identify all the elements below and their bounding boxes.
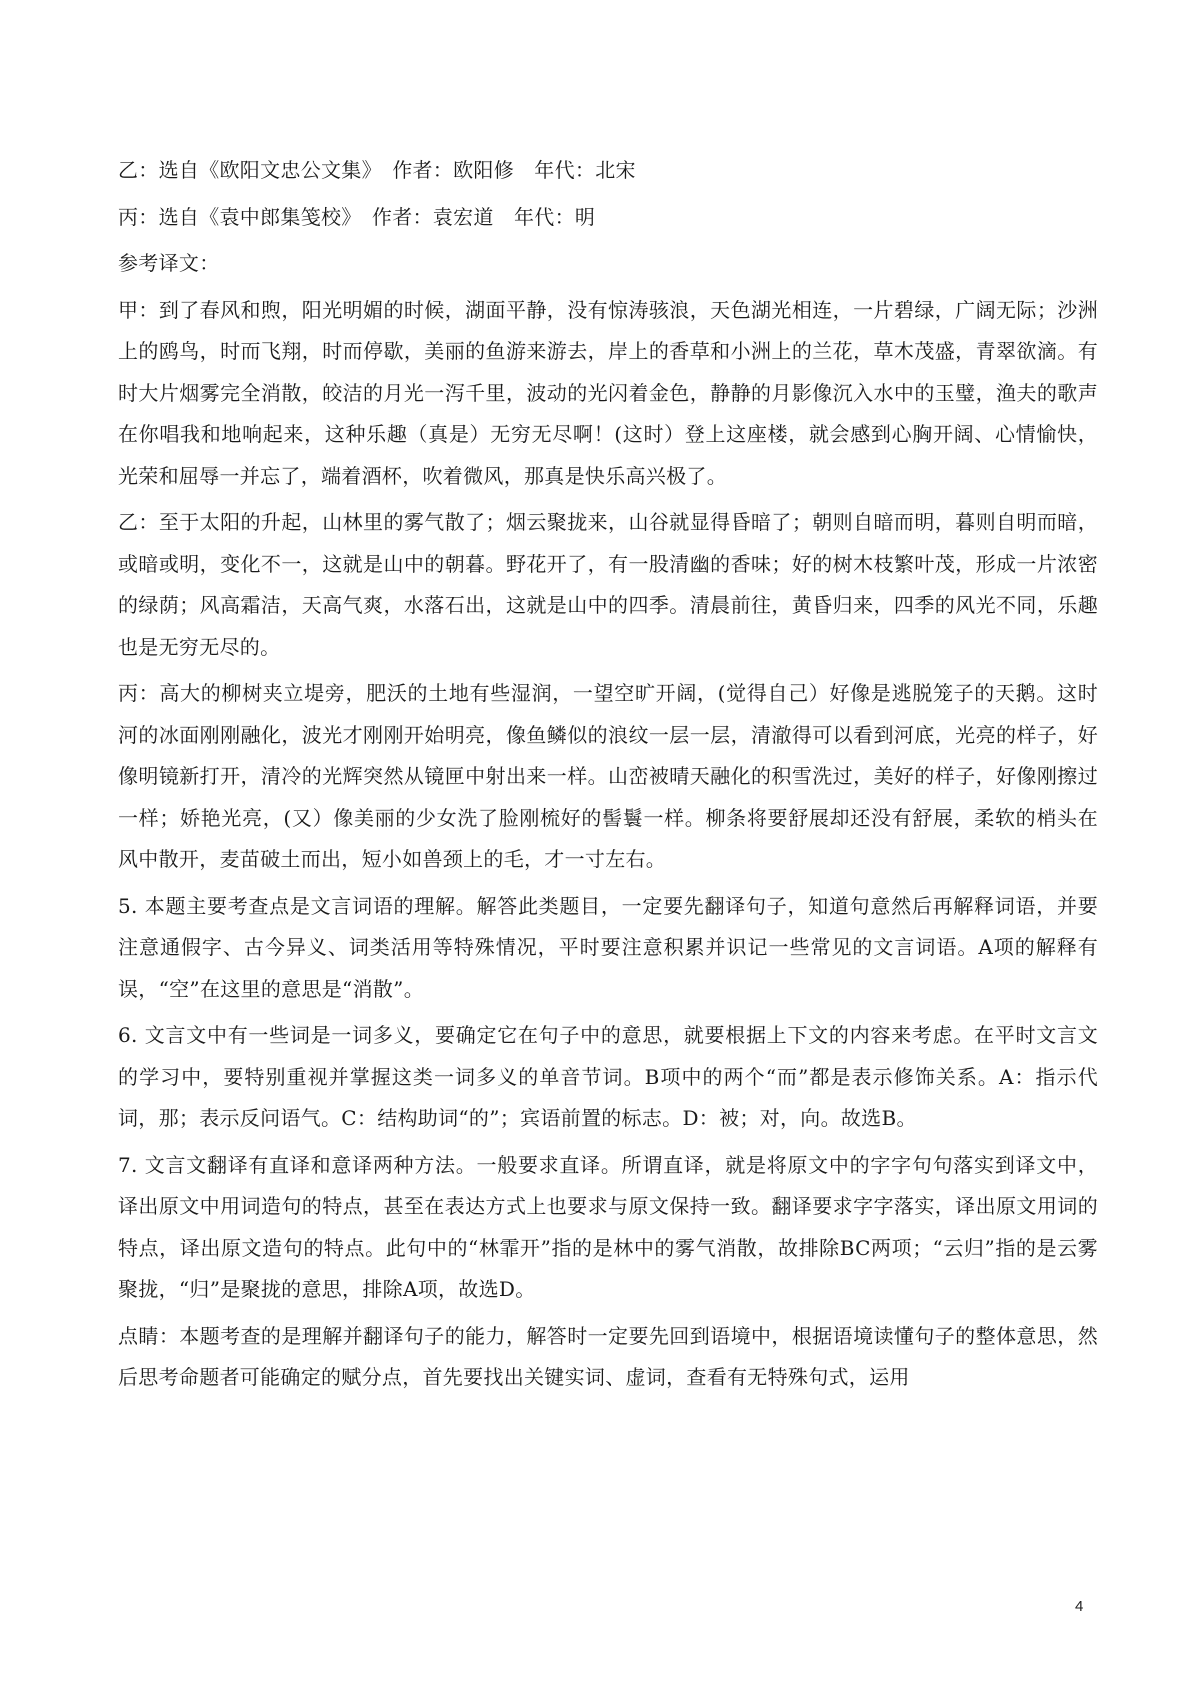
translation-yi: 乙：至于太阳的升起，山林里的雾气散了；烟云聚拢来，山谷就显得昏暗了；朝则自暗而明，暮则自明而暗，或暗或明，变化不一，这就是山中的朝暮。野花开了，有一股清幽的香味；好的树木枝繁叶茂，形成一片浓密的绿荫；风高霜洁，天高气爽，水落石出，这就是山中的四季。清晨前往，黄昏归来，四季的风光不同，乐趣也是无穷无尽的。 [118,510,1098,659]
answer-5: 5. 本题主要考查点是文言词语的理解。解答此类题目，一定要先翻译句子，知道句意然后再解释词语，并要注意通假字、古今异义、词类活用等特殊情况，平时要注意积累并识记一些常见的文言词语。A项的解释有误，“空”在这里的意思是“消散”。 [118,893,1098,1001]
page-number: 4 [1075,1598,1084,1615]
answer-6: 6. 文言文中有一些词是一词多义，要确定它在句子中的意思，就要根据上下文的内容来考虑。在平时文言文的学习中，要特别重视并掌握这类一词多义的单音节词。B项中的两个“而”都是表示修饰关系。A：指示代词，那；表示反问语气。C：结构助词“的”；宾语前置的标志。D：被；对，向。故选B。 [118,1023,1098,1130]
source-note-bing: 丙：选自《袁中郎集笺校》 作者：袁宏道 年代：明 [118,204,596,229]
dianjing-note: 点睛：本题考查的是理解并翻译句子的能力，解答时一定要先回到语境中，根据语境读懂句子的整体意思，然后思考命题者可能确定的赋分点，首先要找出关键实词、虚词，查看有无特殊句式，运用 [118,1323,1098,1389]
translation-jia: 甲：到了春风和煦，阳光明媚的时候，湖面平静，没有惊涛骇浪，天色湖光相连，一片碧绿，广阔无际；沙洲上的鸥鸟，时而飞翔，时而停歇，美丽的鱼游来游去，岸上的香草和小洲上的兰花，草木茂盛，青翠欲滴。有时大片烟雾完全消散，皎洁的月光一泻千里，波动的光闪着金色，静静的月影像沉入水中的玉璧，渔夫的歌声在你唱我和地响起来，这种乐趣（真是）无穷无尽啊！(这时）登上这座楼，就会感到心胸开阔、心情愉快，光荣和屈辱一并忘了，端着酒杯，吹着微风，那真是快乐高兴极了。 [118,297,1098,488]
translation-heading: 参考译文： [118,251,220,275]
translation-bing: 丙：高大的柳树夹立堤旁，肥沃的土地有些湿润，一望空旷开阔，(觉得自己）好像是逃脱笼子的天鹅。这时河的冰面刚刚融化，波光才刚刚开始明亮，像鱼鳞似的浪纹一层一层，清澈得可以看到河底，光亮的样子，好像明镜新打开，清冷的光辉突然从镜匣中射出来一样。山峦被晴天融化的积雪洗过，美好的样子，好像刚擦过一样；娇艳光亮，(又）像美丽的少女洗了脸刚梳好的髻鬟一样。柳条将要舒展却还没有舒展，柔软的梢头在风中散开，麦苗破土而出，短小如兽颈上的毛，才一寸左右。 [118,681,1098,871]
source-note-yi: 乙：选自《欧阳文忠公文集》 作者：欧阳修 年代：北宋 [118,158,636,182]
answer-7: 7. 文言文翻译有直译和意译两种方法。一般要求直译。所谓直译，就是将原文中的字字句句落实到译文中，译出原文中用词造句的特点，甚至在表达方式上也要求与原文保持一致。翻译要求字字落实，译出原文用词的特点，译出原文造句的特点。此句中的“林霏开”指的是林中的雾气消散，故排除BC两项；“云归”指的是云雾聚拢，“归”是聚拢的意思，排除A项，故选D。 [118,1152,1098,1301]
document-body [118,150,1098,1404]
